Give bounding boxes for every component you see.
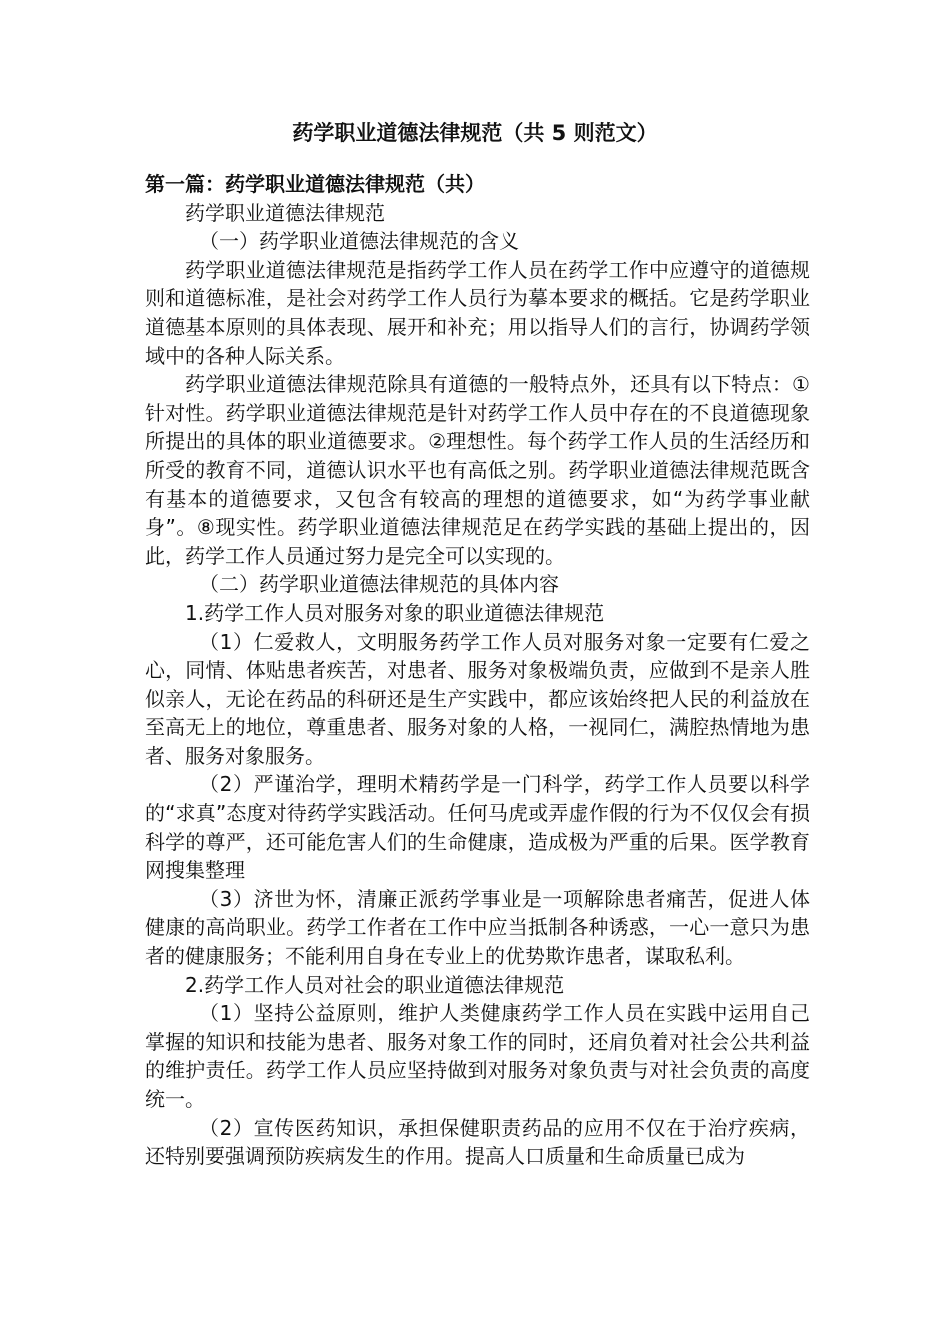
paragraph: （1）仁爱救人，文明服务药学工作人员对服务对象一定要有仁爱之心，同情、体贴患者疾苦，对患者、服务对象极端负责，应做到不是亲人胜似亲人，无论在药品的科研还是生产实践中，都应该始终把人民的利益放在至高无上的地位，尊重患者、服务对象的人格，一视同仁，满腔热情地为患者、服务对象服务。 [145, 629, 810, 768]
paragraph-heading-2: （二）药学职业道德法律规范的具体内容 [199, 572, 559, 597]
paragraph: 药学职业道德法律规范是指药学工作人员在药学工作中应遵守的道德规则和道德标准，是社会对药学工作人员行为摹本要求的概括。它是药学职业道德基本原则的具体表现、展开和补充；用以指导人们的言行，协调药学领域中的各种人际关系。 [145, 257, 810, 368]
paragraph: 药学职业道德法律规范除具有道德的一般特点外，还具有以下特点：①针对性。药学职业道德法律规范是针对药学工作人员中存在的不良道德现象所提出的具体的职业道德要求。②理想性。每个药学工作人员的生活经历和所受的教育不同，道德认识水平也有高低之别。药学职业道德法律规范既含有基本的道德要求，又包含有较高的理想的道德要求，如“为药学事业献身”。⑧现实性。药学职业道德法律规范足在药学实践的基础上提出的，因此，药学工作人员通过努力是完全可以实现的。 [145, 372, 810, 568]
section-heading: 第一篇：药学职业道德法律规范（共） [145, 172, 485, 196]
paragraph: （1）坚持公益原则，维护人类健康药学工作人员在实践中运用自己掌握的知识和技能为患者、服务对象工作的同时，还肩负着对社会公共利益的维护责任。药学工作人员应坚持做到对服务对象负责与对社会负责的高度统一。 [145, 1001, 810, 1111]
paragraph: （2）严谨治学，理明术精药学是一门科学，药学工作人员要以科学的“求真”态度对待药学实践活动。任何马虎或弄虚作假的行为不仅仅会有损科学的尊严，还可能危害人们的生命健康，造成极为严重的后果。医学教育网搜集整理 [145, 772, 810, 883]
document-body [145, 170, 810, 1171]
paragraph-subtitle: 药学职业道德法律规范 [185, 200, 385, 225]
document-title: 药学职业道德法律规范（共 5 则范文） [292, 121, 658, 145]
paragraph: （3）济世为怀，清廉正派药学事业是一项解除患者痛苦，促进人体健康的高尚职业。药学工作者在工作中应当抵制各种诱惑，一心一意只为患者的健康服务；不能利用自身在专业上的优势欺诈患者，谋取私利。 [145, 886, 810, 969]
paragraph-heading-3: 1.药学工作人员对服务对象的职业道德法律规范 [185, 600, 605, 625]
paragraph-heading-1: （一）药学职业道德法律规范的含义 [199, 229, 519, 254]
paragraph-heading-4: 2.药学工作人员对社会的职业道德法律规范 [185, 972, 565, 997]
paragraph: （2）宣传医药知识，承担保健职责药品的应用不仅在于治疗疾病，还特别要强调预防疾病发生的作用。提高人口质量和生命质量已成为 [145, 1115, 810, 1169]
